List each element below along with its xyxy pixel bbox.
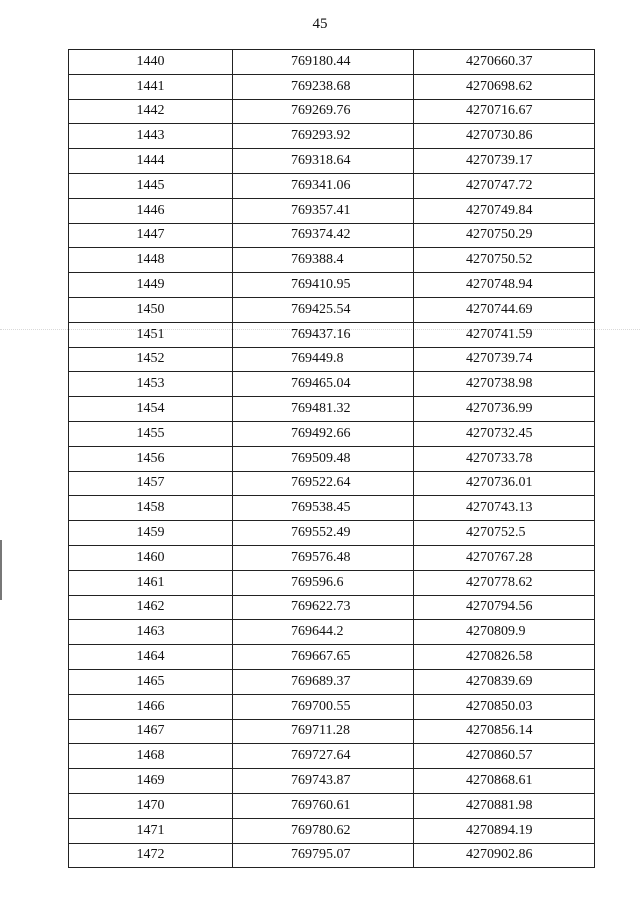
y-coordinate-cell: 4270868.61 — [414, 769, 595, 794]
x-coordinate-cell: 769622.73 — [233, 595, 414, 620]
table-row — [69, 74, 595, 99]
y-coordinate-cell: 4270716.67 — [414, 99, 595, 124]
y-coordinate-cell: 4270736.99 — [414, 397, 595, 422]
point-number-cell: 1463 — [69, 620, 233, 645]
y-coordinate-cell: 4270739.74 — [414, 347, 595, 372]
y-coordinate-cell: 4270794.56 — [414, 595, 595, 620]
point-number-cell: 1455 — [69, 421, 233, 446]
coordinates-table-body — [69, 50, 595, 868]
x-coordinate-cell: 769760.61 — [233, 793, 414, 818]
y-coordinate-cell: 4270748.94 — [414, 273, 595, 298]
x-coordinate-cell: 769509.48 — [233, 446, 414, 471]
table-row — [69, 570, 595, 595]
y-coordinate-cell: 4270839.69 — [414, 669, 595, 694]
page-number: 45 — [312, 16, 328, 32]
y-coordinate-cell: 4270738.98 — [414, 372, 595, 397]
point-number-cell: 1451 — [69, 322, 233, 347]
y-coordinate-cell: 4270826.58 — [414, 645, 595, 670]
point-number-cell: 1454 — [69, 397, 233, 422]
y-coordinate-cell: 4270698.62 — [414, 74, 595, 99]
point-number-cell: 1469 — [69, 769, 233, 794]
x-coordinate-cell: 769727.64 — [233, 744, 414, 769]
point-number-cell: 1466 — [69, 694, 233, 719]
point-number-cell: 1462 — [69, 595, 233, 620]
x-coordinate-cell: 769449.8 — [233, 347, 414, 372]
y-coordinate-cell: 4270881.98 — [414, 793, 595, 818]
x-coordinate-cell: 769492.66 — [233, 421, 414, 446]
table-row — [69, 99, 595, 124]
x-coordinate-cell: 769180.44 — [233, 50, 414, 75]
point-number-cell: 1458 — [69, 496, 233, 521]
table-row — [69, 818, 595, 843]
point-number-cell: 1465 — [69, 669, 233, 694]
table-row — [69, 50, 595, 75]
point-number-cell: 1456 — [69, 446, 233, 471]
y-coordinate-cell: 4270744.69 — [414, 297, 595, 322]
y-coordinate-cell: 4270778.62 — [414, 570, 595, 595]
x-coordinate-cell: 769689.37 — [233, 669, 414, 694]
point-number-cell: 1452 — [69, 347, 233, 372]
y-coordinate-cell: 4270752.5 — [414, 521, 595, 546]
x-coordinate-cell: 769318.64 — [233, 149, 414, 174]
y-coordinate-cell: 4270850.03 — [414, 694, 595, 719]
point-number-cell: 1457 — [69, 471, 233, 496]
y-coordinate-cell: 4270739.17 — [414, 149, 595, 174]
point-number-cell: 1450 — [69, 297, 233, 322]
point-number-cell: 1471 — [69, 818, 233, 843]
point-number-cell: 1453 — [69, 372, 233, 397]
table-row — [69, 471, 595, 496]
y-coordinate-cell: 4270767.28 — [414, 545, 595, 570]
table-row — [69, 769, 595, 794]
x-coordinate-cell: 769795.07 — [233, 843, 414, 868]
x-coordinate-cell: 769357.41 — [233, 198, 414, 223]
point-number-cell: 1443 — [69, 124, 233, 149]
table-row — [69, 297, 595, 322]
point-number-cell: 1468 — [69, 744, 233, 769]
x-coordinate-cell: 769667.65 — [233, 645, 414, 670]
y-coordinate-cell: 4270741.59 — [414, 322, 595, 347]
x-coordinate-cell: 769711.28 — [233, 719, 414, 744]
table-row — [69, 347, 595, 372]
table-row — [69, 719, 595, 744]
x-coordinate-cell: 769700.55 — [233, 694, 414, 719]
table-row — [69, 843, 595, 868]
x-coordinate-cell: 769576.48 — [233, 545, 414, 570]
table-row — [69, 496, 595, 521]
y-coordinate-cell: 4270902.86 — [414, 843, 595, 868]
x-coordinate-cell: 769425.54 — [233, 297, 414, 322]
table-row — [69, 645, 595, 670]
point-number-cell: 1444 — [69, 149, 233, 174]
table-row — [69, 595, 595, 620]
y-coordinate-cell: 4270736.01 — [414, 471, 595, 496]
y-coordinate-cell: 4270750.52 — [414, 248, 595, 273]
scan-artifact-edge — [0, 540, 2, 600]
y-coordinate-cell: 4270894.19 — [414, 818, 595, 843]
y-coordinate-cell: 4270809.9 — [414, 620, 595, 645]
point-number-cell: 1441 — [69, 74, 233, 99]
y-coordinate-cell: 4270860.57 — [414, 744, 595, 769]
coordinates-table — [68, 49, 595, 868]
table-row — [69, 793, 595, 818]
point-number-cell: 1442 — [69, 99, 233, 124]
table-row — [69, 273, 595, 298]
table-row — [69, 248, 595, 273]
x-coordinate-cell: 769238.68 — [233, 74, 414, 99]
x-coordinate-cell: 769538.45 — [233, 496, 414, 521]
table-row — [69, 223, 595, 248]
point-number-cell: 1447 — [69, 223, 233, 248]
table-row — [69, 198, 595, 223]
point-number-cell: 1464 — [69, 645, 233, 670]
table-row — [69, 372, 595, 397]
point-number-cell: 1459 — [69, 521, 233, 546]
table-row — [69, 446, 595, 471]
table-row — [69, 694, 595, 719]
point-number-cell: 1445 — [69, 173, 233, 198]
point-number-cell: 1461 — [69, 570, 233, 595]
table-row — [69, 545, 595, 570]
point-number-cell: 1440 — [69, 50, 233, 75]
point-number-cell: 1448 — [69, 248, 233, 273]
x-coordinate-cell: 769341.06 — [233, 173, 414, 198]
y-coordinate-cell: 4270750.29 — [414, 223, 595, 248]
point-number-cell: 1446 — [69, 198, 233, 223]
x-coordinate-cell: 769481.32 — [233, 397, 414, 422]
table-row — [69, 744, 595, 769]
x-coordinate-cell: 769388.4 — [233, 248, 414, 273]
point-number-cell: 1467 — [69, 719, 233, 744]
y-coordinate-cell: 4270856.14 — [414, 719, 595, 744]
table-row — [69, 669, 595, 694]
x-coordinate-cell: 769269.76 — [233, 99, 414, 124]
x-coordinate-cell: 769410.95 — [233, 273, 414, 298]
y-coordinate-cell: 4270733.78 — [414, 446, 595, 471]
x-coordinate-cell: 769374.42 — [233, 223, 414, 248]
x-coordinate-cell: 769552.49 — [233, 521, 414, 546]
y-coordinate-cell: 4270660.37 — [414, 50, 595, 75]
point-number-cell: 1472 — [69, 843, 233, 868]
x-coordinate-cell: 769596.6 — [233, 570, 414, 595]
x-coordinate-cell: 769293.92 — [233, 124, 414, 149]
table-row — [69, 421, 595, 446]
table-row — [69, 124, 595, 149]
y-coordinate-cell: 4270743.13 — [414, 496, 595, 521]
x-coordinate-cell: 769743.87 — [233, 769, 414, 794]
table-row — [69, 173, 595, 198]
table-row — [69, 620, 595, 645]
x-coordinate-cell: 769644.2 — [233, 620, 414, 645]
point-number-cell: 1460 — [69, 545, 233, 570]
point-number-cell: 1449 — [69, 273, 233, 298]
point-number-cell: 1470 — [69, 793, 233, 818]
table-row — [69, 322, 595, 347]
x-coordinate-cell: 769465.04 — [233, 372, 414, 397]
x-coordinate-cell: 769780.62 — [233, 818, 414, 843]
table-row — [69, 521, 595, 546]
y-coordinate-cell: 4270749.84 — [414, 198, 595, 223]
table-row — [69, 149, 595, 174]
y-coordinate-cell: 4270732.45 — [414, 421, 595, 446]
table-row — [69, 397, 595, 422]
x-coordinate-cell: 769522.64 — [233, 471, 414, 496]
y-coordinate-cell: 4270730.86 — [414, 124, 595, 149]
x-coordinate-cell: 769437.16 — [233, 322, 414, 347]
y-coordinate-cell: 4270747.72 — [414, 173, 595, 198]
